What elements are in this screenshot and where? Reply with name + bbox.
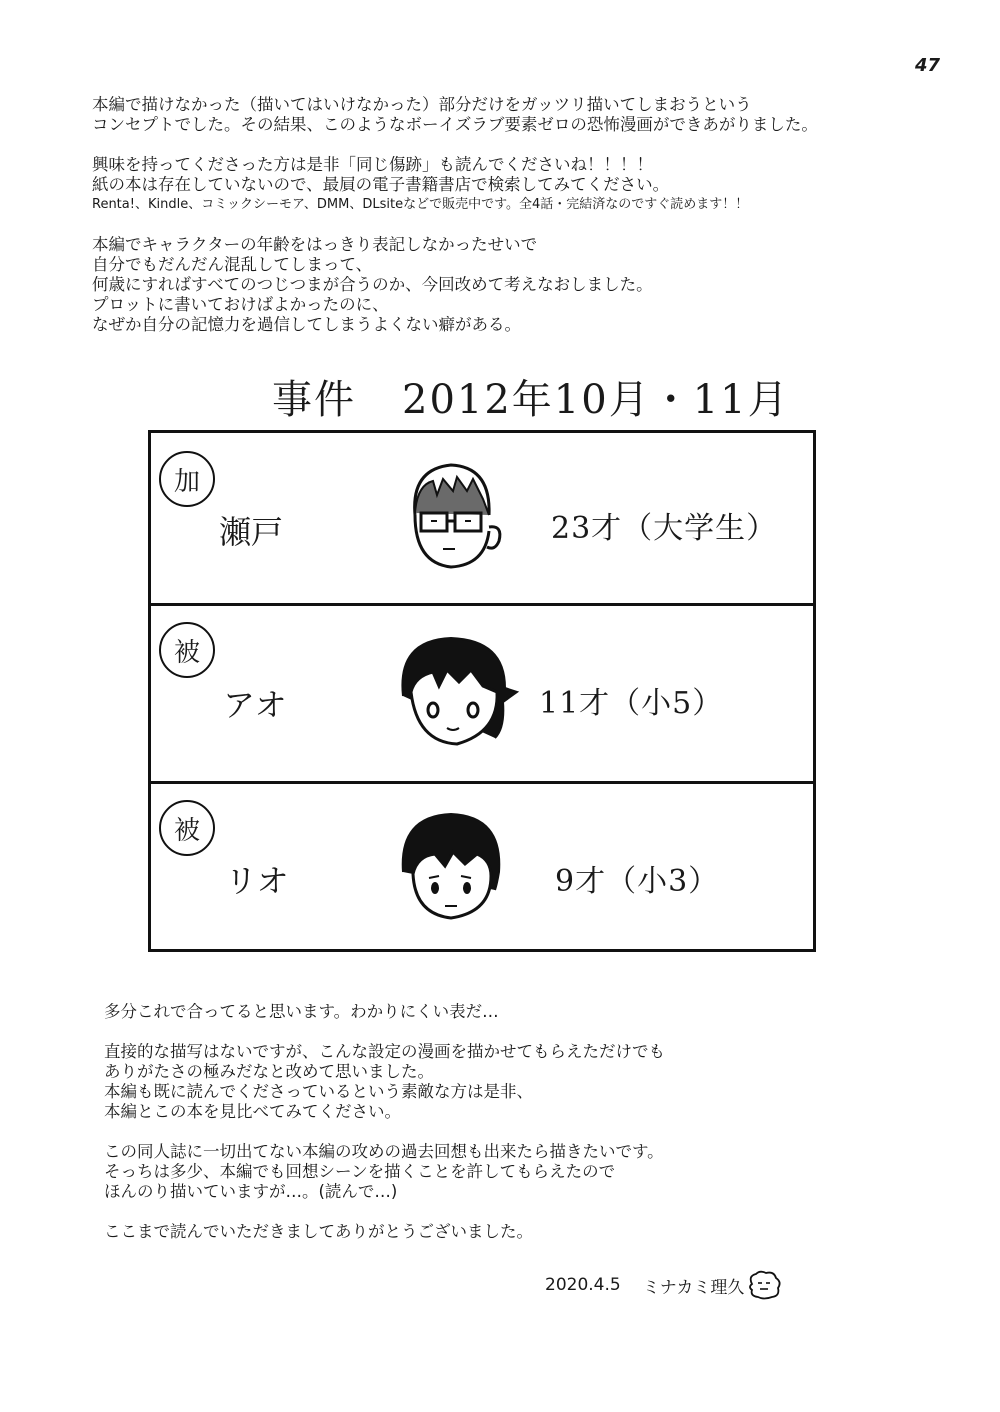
text-line: 本編でキャラクターの年齢をはっきり表記しなかったせいで [92, 235, 538, 254]
intro-paragraph-2 [92, 155, 818, 215]
signature-author: ミナカミ理久 [642, 1277, 745, 1298]
closing-text [104, 1002, 665, 1262]
signature-date: 2020.4.5 [545, 1275, 621, 1295]
character-name: アオ [223, 686, 287, 724]
text-line: 何歳にすればすべてのつじつまが合うのか、今回改めて考えなおしました。 [92, 275, 653, 294]
character-name: 瀬戸 [219, 513, 284, 551]
table-title [272, 368, 790, 425]
text-line: 本編とこの本を見比べてみてください。 [104, 1102, 401, 1121]
seto-face-icon [393, 455, 509, 577]
closing-paragraph-2 [104, 1042, 665, 1122]
intro-paragraph-1 [92, 95, 818, 135]
character-name: リオ [225, 862, 289, 900]
character-age: 11才（小5） [539, 686, 724, 721]
character-age: 9才（小3） [555, 864, 720, 899]
role-stamp: 加 [159, 451, 215, 507]
text-line: なぜか自分の記憶力を過信してしまうよくない癖がある。 [92, 315, 521, 334]
text-line: 多分これで合ってると思います。わかりにくい表だ… [104, 1002, 499, 1021]
ao-face-icon [387, 632, 521, 756]
table-row [151, 603, 813, 781]
closing-paragraph-3 [104, 1142, 665, 1202]
table-row [151, 781, 813, 949]
intro-text [92, 95, 818, 355]
text-line: 興味を持ってくださった方は是非「同じ傷跡」も読んでくださいね！！！！ [92, 155, 653, 174]
text-line: 本編も既に読んでくださっているという素敵な方は是非、 [104, 1082, 533, 1101]
rio-face-icon [395, 810, 507, 926]
signature [545, 1270, 782, 1300]
page-number: 47 [915, 55, 941, 76]
role-stamp: 被 [159, 622, 215, 678]
character-age: 23才（大学生） [551, 511, 778, 546]
text-line: ありがたさの極みだなと改めて思いました。 [104, 1062, 434, 1081]
text-line: 自分でもだんだん混乱してしまって、 [92, 255, 373, 274]
character-age-table [148, 430, 816, 952]
text-line: 紙の本は存在していないので、最屓の電子書籍書店で検索してみてください。 [92, 175, 670, 194]
table-title-label: 事件 [272, 377, 356, 423]
text-line: ここまで読んでいただきましてありがとうございました。 [104, 1222, 533, 1241]
text-line: コンセプトでした。その結果、このようなボーイズラブ要素ゼロの恐怖漫画ができあがりました。 [92, 115, 818, 134]
text-line: この同人誌に一切出てない本編の攻めの過去回想も出来たら描きたいです。 [104, 1142, 664, 1161]
table-title-date: 2012年10月・11月 [402, 377, 790, 423]
author-face-icon [746, 1270, 782, 1300]
text-line: ほんのり描いていますが…。(読んで…) [104, 1182, 398, 1201]
intro-paragraph-3 [92, 235, 818, 335]
text-line: 直接的な描写はないですが、こんな設定の漫画を描かせてもらえただけでも [104, 1042, 665, 1061]
text-line: 本編で描けなかった（描いてはいけなかった）部分だけをガッツリ描いてしまおうという [92, 95, 752, 114]
closing-paragraph-4 [104, 1222, 665, 1242]
table-row [151, 433, 813, 603]
text-line: プロットに書いておけばよかったのに、 [92, 295, 389, 314]
role-stamp: 被 [159, 800, 215, 856]
text-line: そっちは多少、本編でも回想シーンを描くことを許してもらえたので [104, 1162, 616, 1181]
store-list-line: Renta!、Kindle、コミックシーモア、DMM、DLsiteなどで販売中です。全4話・完結済なのですぐ読めます！！ [92, 197, 749, 212]
closing-paragraph-1 [104, 1002, 665, 1022]
